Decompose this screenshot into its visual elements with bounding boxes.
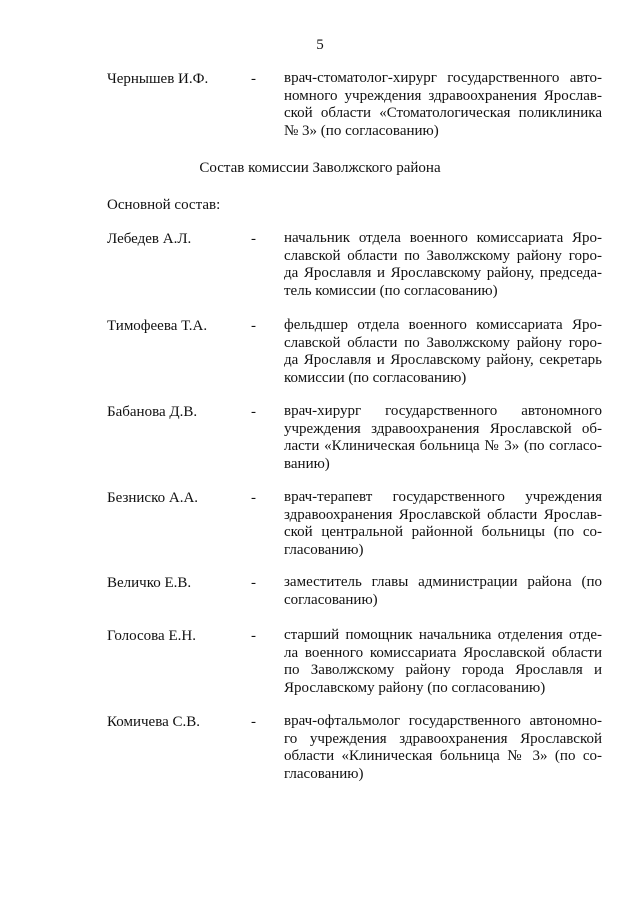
section-title: Состав комиссии Заволжского района — [199, 160, 441, 176]
main-composition-heading: Основной состав: — [107, 197, 221, 213]
member-description — [284, 489, 602, 559]
description-line: врач-хирург государственного автономного — [284, 403, 602, 419]
member-name: Величко Е.В. — [107, 575, 192, 591]
description-line: Ярославскому району (по согласованию) — [284, 679, 546, 696]
member-description — [284, 403, 602, 473]
member-dash: - — [251, 575, 256, 591]
description-line: старший помощник начальника отделения отде- — [284, 627, 602, 643]
member-description — [284, 627, 602, 697]
member-name: Комичева С.В. — [107, 714, 200, 730]
description-line: ванию) — [284, 455, 330, 472]
description-line: ской центральной районной больницы (по со- — [284, 524, 602, 540]
description-line: гласованию) — [284, 541, 364, 558]
description-line: ла военного комиссариата Ярославской области — [284, 644, 602, 661]
description-line: врач-стоматолог-хирург государственного авто- — [284, 70, 602, 86]
description-line: гласованию) — [284, 765, 364, 782]
description-line: № 3» (по согласованию) — [284, 122, 439, 139]
member-dash: - — [251, 628, 256, 644]
description-line: врач-терапевт государственного учреждения — [284, 489, 602, 505]
description-line: да Ярославля и Ярославскому району, секретарь — [284, 352, 602, 368]
member-name: Голосова Е.Н. — [107, 628, 196, 644]
member-dash: - — [251, 231, 256, 247]
member-description — [284, 574, 602, 609]
member-name: Бабанова Д.В. — [107, 404, 198, 420]
page-number: 5 — [316, 37, 324, 53]
member-name: Лебедев А.Л. — [107, 231, 192, 247]
member-dash: - — [251, 714, 256, 730]
description-line: учреждения здравоохранения Ярославской об- — [284, 420, 602, 437]
description-line: по Заволжскому району города Ярославля и — [284, 662, 602, 678]
member-name: Тимофеева Т.А. — [107, 318, 208, 334]
member-dash: - — [251, 71, 256, 87]
description-line: номного учреждения здравоохранения Ярослав- — [284, 87, 602, 104]
description-line: ласти «Клиническая больница № 3» (по согласо- — [284, 438, 602, 454]
member-description — [284, 70, 602, 140]
description-line: согласованию) — [284, 591, 378, 608]
description-line: заместитель главы администрации района (по — [284, 574, 602, 590]
description-line: тель комиссии (по согласованию) — [284, 282, 498, 299]
description-line: славской области по Заволжскому району горо- — [284, 334, 602, 351]
member-description — [284, 317, 602, 387]
member-dash: - — [251, 404, 256, 420]
member-name: Чернышев И.Ф. — [107, 71, 209, 87]
description-line: славской области по Заволжскому району горо- — [284, 247, 602, 264]
description-line: го учреждения здравоохранения Ярославской — [284, 730, 602, 747]
member-name: Безниско А.А. — [107, 490, 199, 506]
description-line: ской области «Стоматологическая поликлиника — [284, 105, 602, 121]
description-line: начальник отдела военного комиссариата Яро- — [284, 230, 602, 246]
description-line: фельдшер отдела военного комиссариата Яро- — [284, 317, 602, 333]
member-dash: - — [251, 318, 256, 334]
description-line: комиссии (по согласованию) — [284, 369, 467, 386]
member-description — [284, 230, 602, 300]
description-line: да Ярославля и Ярославскому району, председа- — [284, 265, 602, 281]
description-line: области «Клиническая больница № 3» (по со- — [284, 748, 602, 764]
description-line: здравоохранения Ярославской области Ярослав- — [284, 506, 602, 523]
member-dash: - — [251, 490, 256, 506]
member-description — [284, 713, 602, 783]
description-line: врач-офтальмолог государственного автономно- — [284, 713, 602, 729]
